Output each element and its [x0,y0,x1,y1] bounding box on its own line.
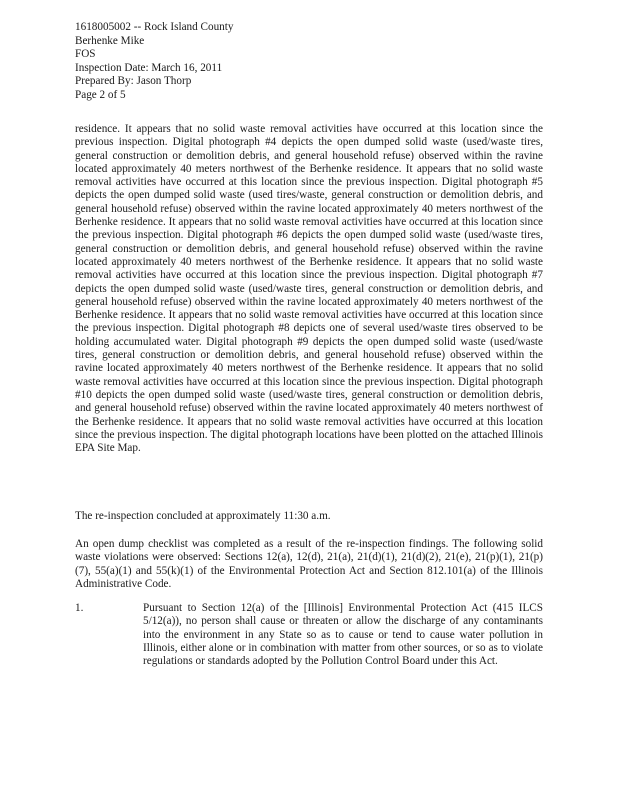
header-prepared-by: Prepared By: Jason Thorp [75,75,192,88]
list-item [75,602,543,668]
header-program: FOS [75,48,96,61]
header-inspection-date: Inspection Date: March 16, 2011 [75,61,223,74]
list-item-number: 1. [75,602,84,614]
header-owner: Berhenke Mike [75,34,145,47]
document-header [75,21,375,103]
narrative-paragraph: residence. It appears that no solid waste removal activities have occurred at this location since the previous inspection. Digital photograph #4 depicts the open dumped solid waste (used/waste tires, general construction or demolition debris, and general household refuse) observed within the ravine located approximately 40 meters northwest of the Berhenke residence. It appears that no solid waste removal activities have occurred at this location since the previous inspection. Digital photograph #5 depicts the open dumped solid waste (used tires/waste, general construction or demolition debris, and general household refuse) observed within the ravine located approximately 40 meters northwest of the Berhenke residence. It appears that no solid waste removal activities have occurred at this location since the previous inspection. Digital photograph #6 depicts the open dumped solid waste (used/waste tires, general construction or demolition debris, and general household refuse) observed within the ravine located approximately 40 meters northwest of the Berhenke residence. It appears that no solid waste removal activities have occurred at this location since the previous inspection. Digital photograph #7 depicts the open dumped solid waste (used/waste tires, general construction or demolition debris, and general household refuse) observed within the ravine located approximately 40 meters northwest of the Berhenke residence. It appears that no solid waste removal activities have occurred at this location since the previous inspection. Digital photograph #8 depicts one of several used/waste tires observed to be holding accumulated water. Digital photograph #9 depicts the open dumped solid waste (used/waste tires, general construction or demolition debris, and general household refuse) observed within the ravine located approximately 40 meters northwest of the Berhenke residence. It appears that no solid waste removal activities have occurred at this location since the previous inspection. Digital photograph #10 depicts the open dumped solid waste (used/waste tires, general construction or demolition debris, and general household refuse) observed within the ravine located approximately 40 meters northwest of the Berhenke residence. It appears that no solid waste removal activities have occurred at this location since the previous inspection. The digital photograph locations have been plotted on the attached Illinois EPA Site Map. [75,123,543,455]
conclusion-paragraph: The re-inspection concluded at approximately 11:30 a.m. [75,510,331,522]
violations-paragraph: An open dump checklist was completed as a result of the re-inspection findings. The following solid waste violations were observed: Sections 12(a), 12(d), 21(a), 21(d)(1), 21(d)(2), 21(e), 21(p)(1), 21(p)(7), 55(a)(1) and 55(k)(1) of the Environmental Protection Act and Section 812.101(a) of the Illinois Administrative Code. [75,538,543,590]
list-item-text: Pursuant to Section 12(a) of the [Illinois] Environmental Protection Act (415 ILCS 5/12(a)), no person shall cause or threaten or allow the discharge of any contaminants into the environment in any State so as to cause or tend to cause water pollution in Illinois, either alone or in combination with matter from other sources, or so as to violate regulations or standards adopted by the Pollution Control Board under this Act. [143,602,543,668]
header-site-id: 1618005002 -- Rock Island County [75,21,234,33]
header-page-number: Page 2 of 5 [75,88,126,101]
inspection-narrative [75,123,543,455]
